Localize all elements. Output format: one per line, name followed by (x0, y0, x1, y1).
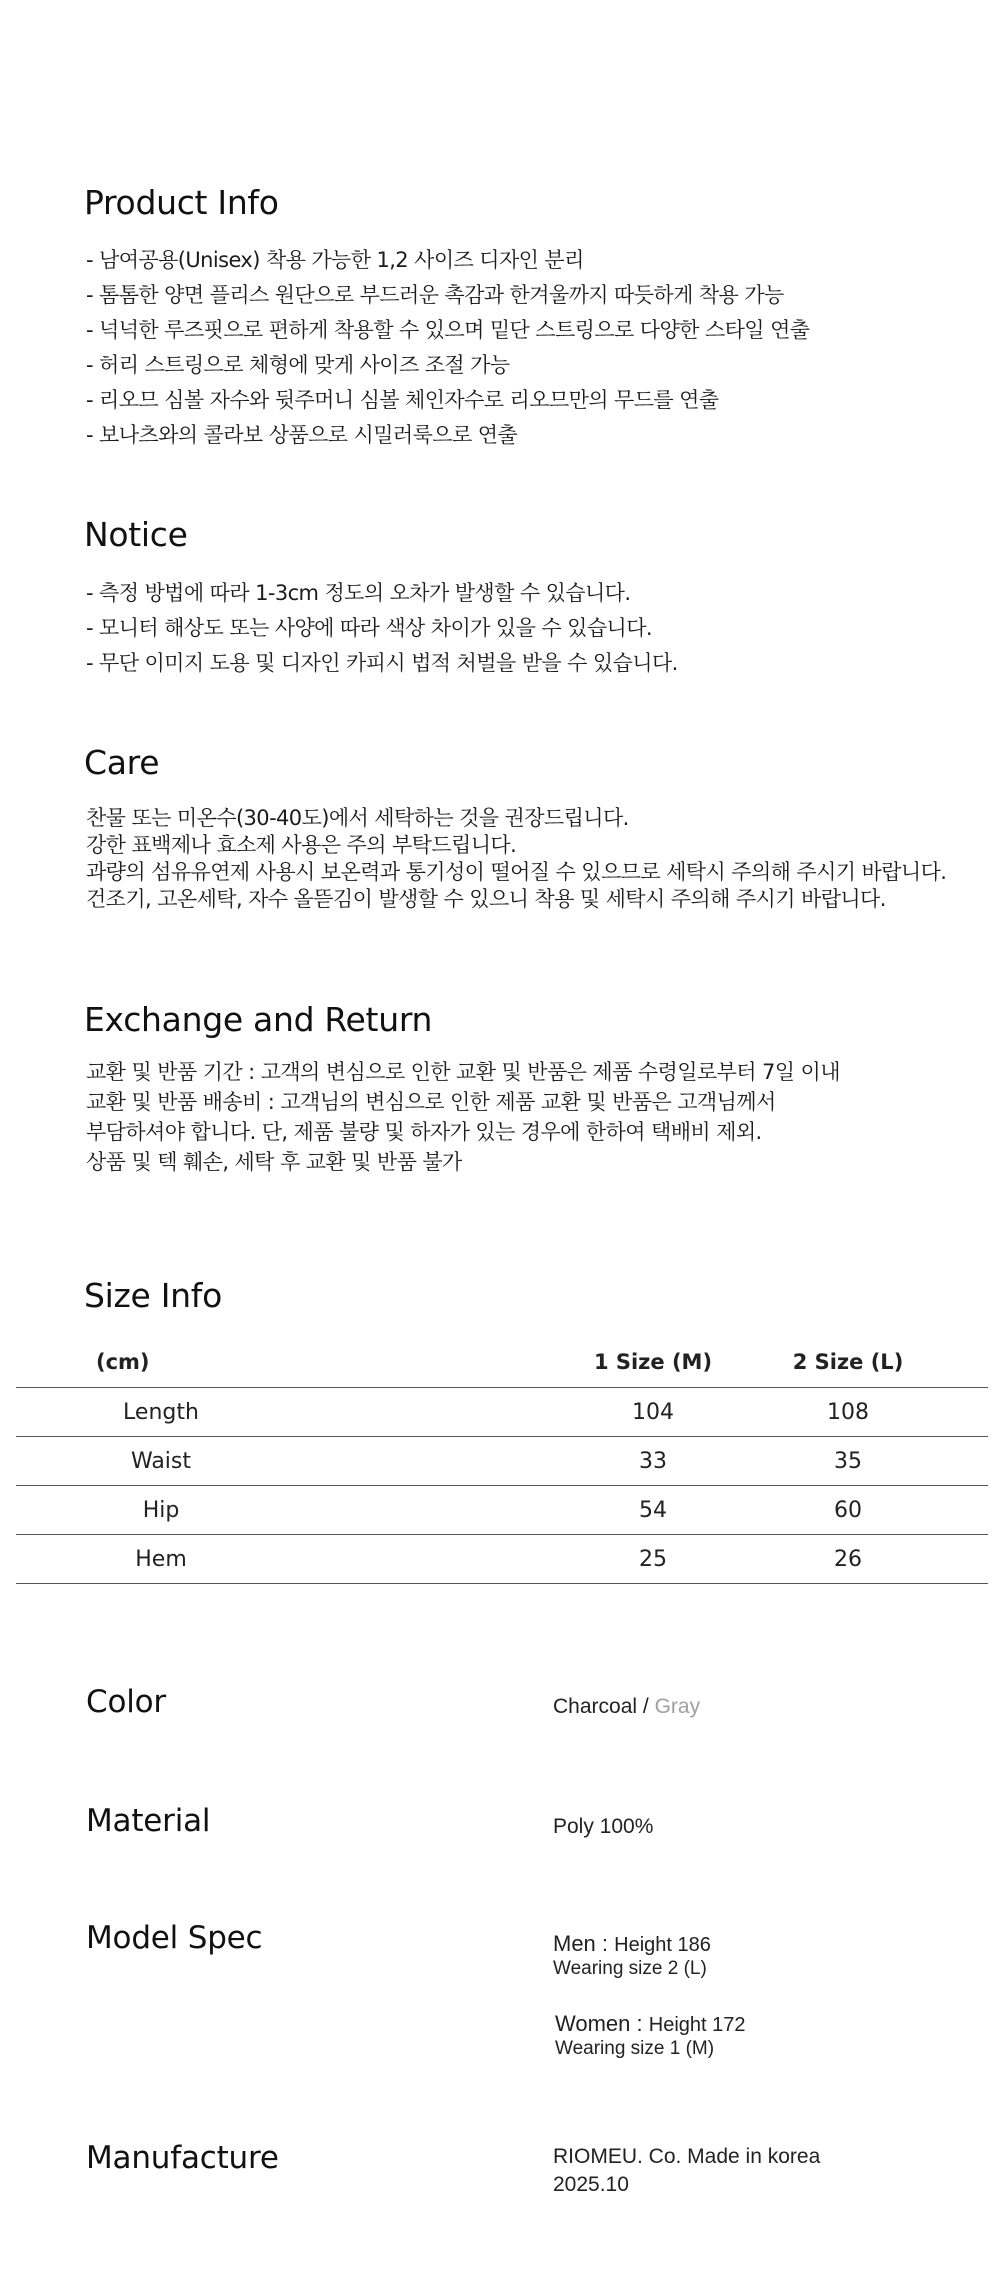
color-secondary: Gray (654, 1695, 701, 1718)
notice-list (86, 576, 678, 681)
men-size: Wearing size 2 (L) (553, 1958, 707, 1979)
women-prefix: Women : (555, 2011, 649, 2036)
list-item: - 무단 이미지 도용 및 디자인 카피시 법적 처벌을 받을 수 있습니다. (86, 651, 678, 675)
list-item: 상품 및 텍 훼손, 세탁 후 교환 및 반품 불가 (86, 1150, 462, 1174)
list-item: - 보나츠와의 콜라보 상품으로 시밀러룩으로 연출 (86, 423, 518, 447)
women-size: Wearing size 1 (M) (555, 2038, 715, 2059)
header-size-m: 1 Size (M) (593, 1349, 713, 1374)
table-row (16, 1388, 988, 1437)
list-item: 부담하셔야 합니다. 단, 제품 불량 및 하자가 있는 경우에 한하여 택배비 제외. (86, 1120, 762, 1144)
manufacture-line-2: 2025.10 (553, 2173, 629, 2196)
cell-value: 54 (639, 1497, 667, 1523)
notice-title: Notice (84, 515, 188, 554)
model-spec-label: Model Spec (86, 1920, 263, 1956)
model-spec-men (553, 1931, 711, 1980)
list-item: 찬물 또는 미온수(30-40도)에서 세탁하는 것을 권장드립니다. (86, 806, 629, 830)
size-table-header (16, 1336, 988, 1388)
cell-value: 60 (834, 1497, 862, 1523)
size-table (16, 1336, 988, 1584)
cell-value: 25 (639, 1546, 667, 1572)
manufacture-value (553, 2143, 820, 2199)
men-height: Height 186 (614, 1934, 711, 1956)
list-item: - 남여공용(Unisex) 착용 가능한 1,2 사이즈 디자인 분리 (86, 248, 584, 272)
list-item: - 허리 스트링으로 체형에 맞게 사이즈 조절 가능 (86, 353, 510, 377)
material-label: Material (86, 1803, 211, 1839)
color-primary: Charcoal (553, 1695, 638, 1718)
care-list (86, 805, 946, 913)
list-item: 교환 및 반품 배송비 : 고객님의 변심으로 인한 제품 교환 및 반품은 고객님께서 (86, 1090, 776, 1114)
product-info-list (86, 243, 809, 453)
exchange-title: Exchange and Return (84, 1000, 433, 1039)
table-row (16, 1535, 988, 1584)
list-item: 강한 표백제나 효소제 사용은 주의 부탁드립니다. (86, 833, 517, 857)
size-info-title: Size Info (84, 1276, 222, 1315)
cell-value: 33 (639, 1448, 667, 1474)
row-label: Hip (142, 1497, 180, 1523)
manufacture-label: Manufacture (86, 2140, 279, 2176)
color-label: Color (86, 1684, 166, 1720)
cell-value: 26 (834, 1546, 862, 1572)
list-item: - 측정 방법에 따라 1-3cm 정도의 오차가 발생할 수 있습니다. (86, 581, 631, 605)
row-label: Waist (130, 1448, 192, 1474)
cell-value: 108 (827, 1399, 869, 1425)
men-prefix: Men : (553, 1931, 615, 1956)
list-item: - 톰톰한 양면 플리스 원단으로 부드러운 촉감과 한겨울까지 따듯하게 착용 가능 (86, 283, 784, 307)
row-label: Hem (135, 1546, 187, 1572)
exchange-list (86, 1057, 840, 1177)
row-label: Length (123, 1399, 199, 1425)
header-unit: (cm) (96, 1349, 150, 1374)
list-item: 교환 및 반품 기간 : 고객의 변심으로 인한 교환 및 반품은 제품 수령일로부터 7일 이내 (86, 1060, 840, 1084)
header-size-l: 2 Size (L) (792, 1349, 904, 1374)
list-item: 과량의 섬유유연제 사용시 보온력과 통기성이 떨어질 수 있으므로 세탁시 주의해 주시기 바랍니다. (86, 860, 947, 884)
cell-value: 104 (632, 1399, 674, 1425)
list-item: - 리오므 심볼 자수와 뒷주머니 심볼 체인자수로 리오므만의 무드를 연출 (86, 388, 719, 412)
model-spec-women (555, 2011, 746, 2060)
table-row (16, 1486, 988, 1535)
care-title: Care (84, 743, 160, 782)
manufacture-line-1: RIOMEU. Co. Made in korea (553, 2145, 821, 2168)
color-value (553, 1695, 700, 1719)
list-item: - 모니터 해상도 또는 사양에 따라 색상 차이가 있을 수 있습니다. (86, 616, 652, 640)
list-item: 건조기, 고온세탁, 자수 올뜯김이 발생할 수 있으니 착용 및 세탁시 주의해 주시기 바랍니다. (86, 887, 886, 911)
table-row (16, 1437, 988, 1486)
women-height: Height 172 (648, 2014, 746, 2036)
cell-value: 35 (834, 1448, 862, 1474)
color-separator: / (637, 1695, 655, 1718)
material-value: Poly 100% (553, 1815, 654, 1838)
product-info-title: Product Info (84, 183, 279, 222)
list-item: - 넉넉한 루즈핏으로 편하게 착용할 수 있으며 밑단 스트링으로 다양한 스타일 연출 (86, 318, 810, 342)
